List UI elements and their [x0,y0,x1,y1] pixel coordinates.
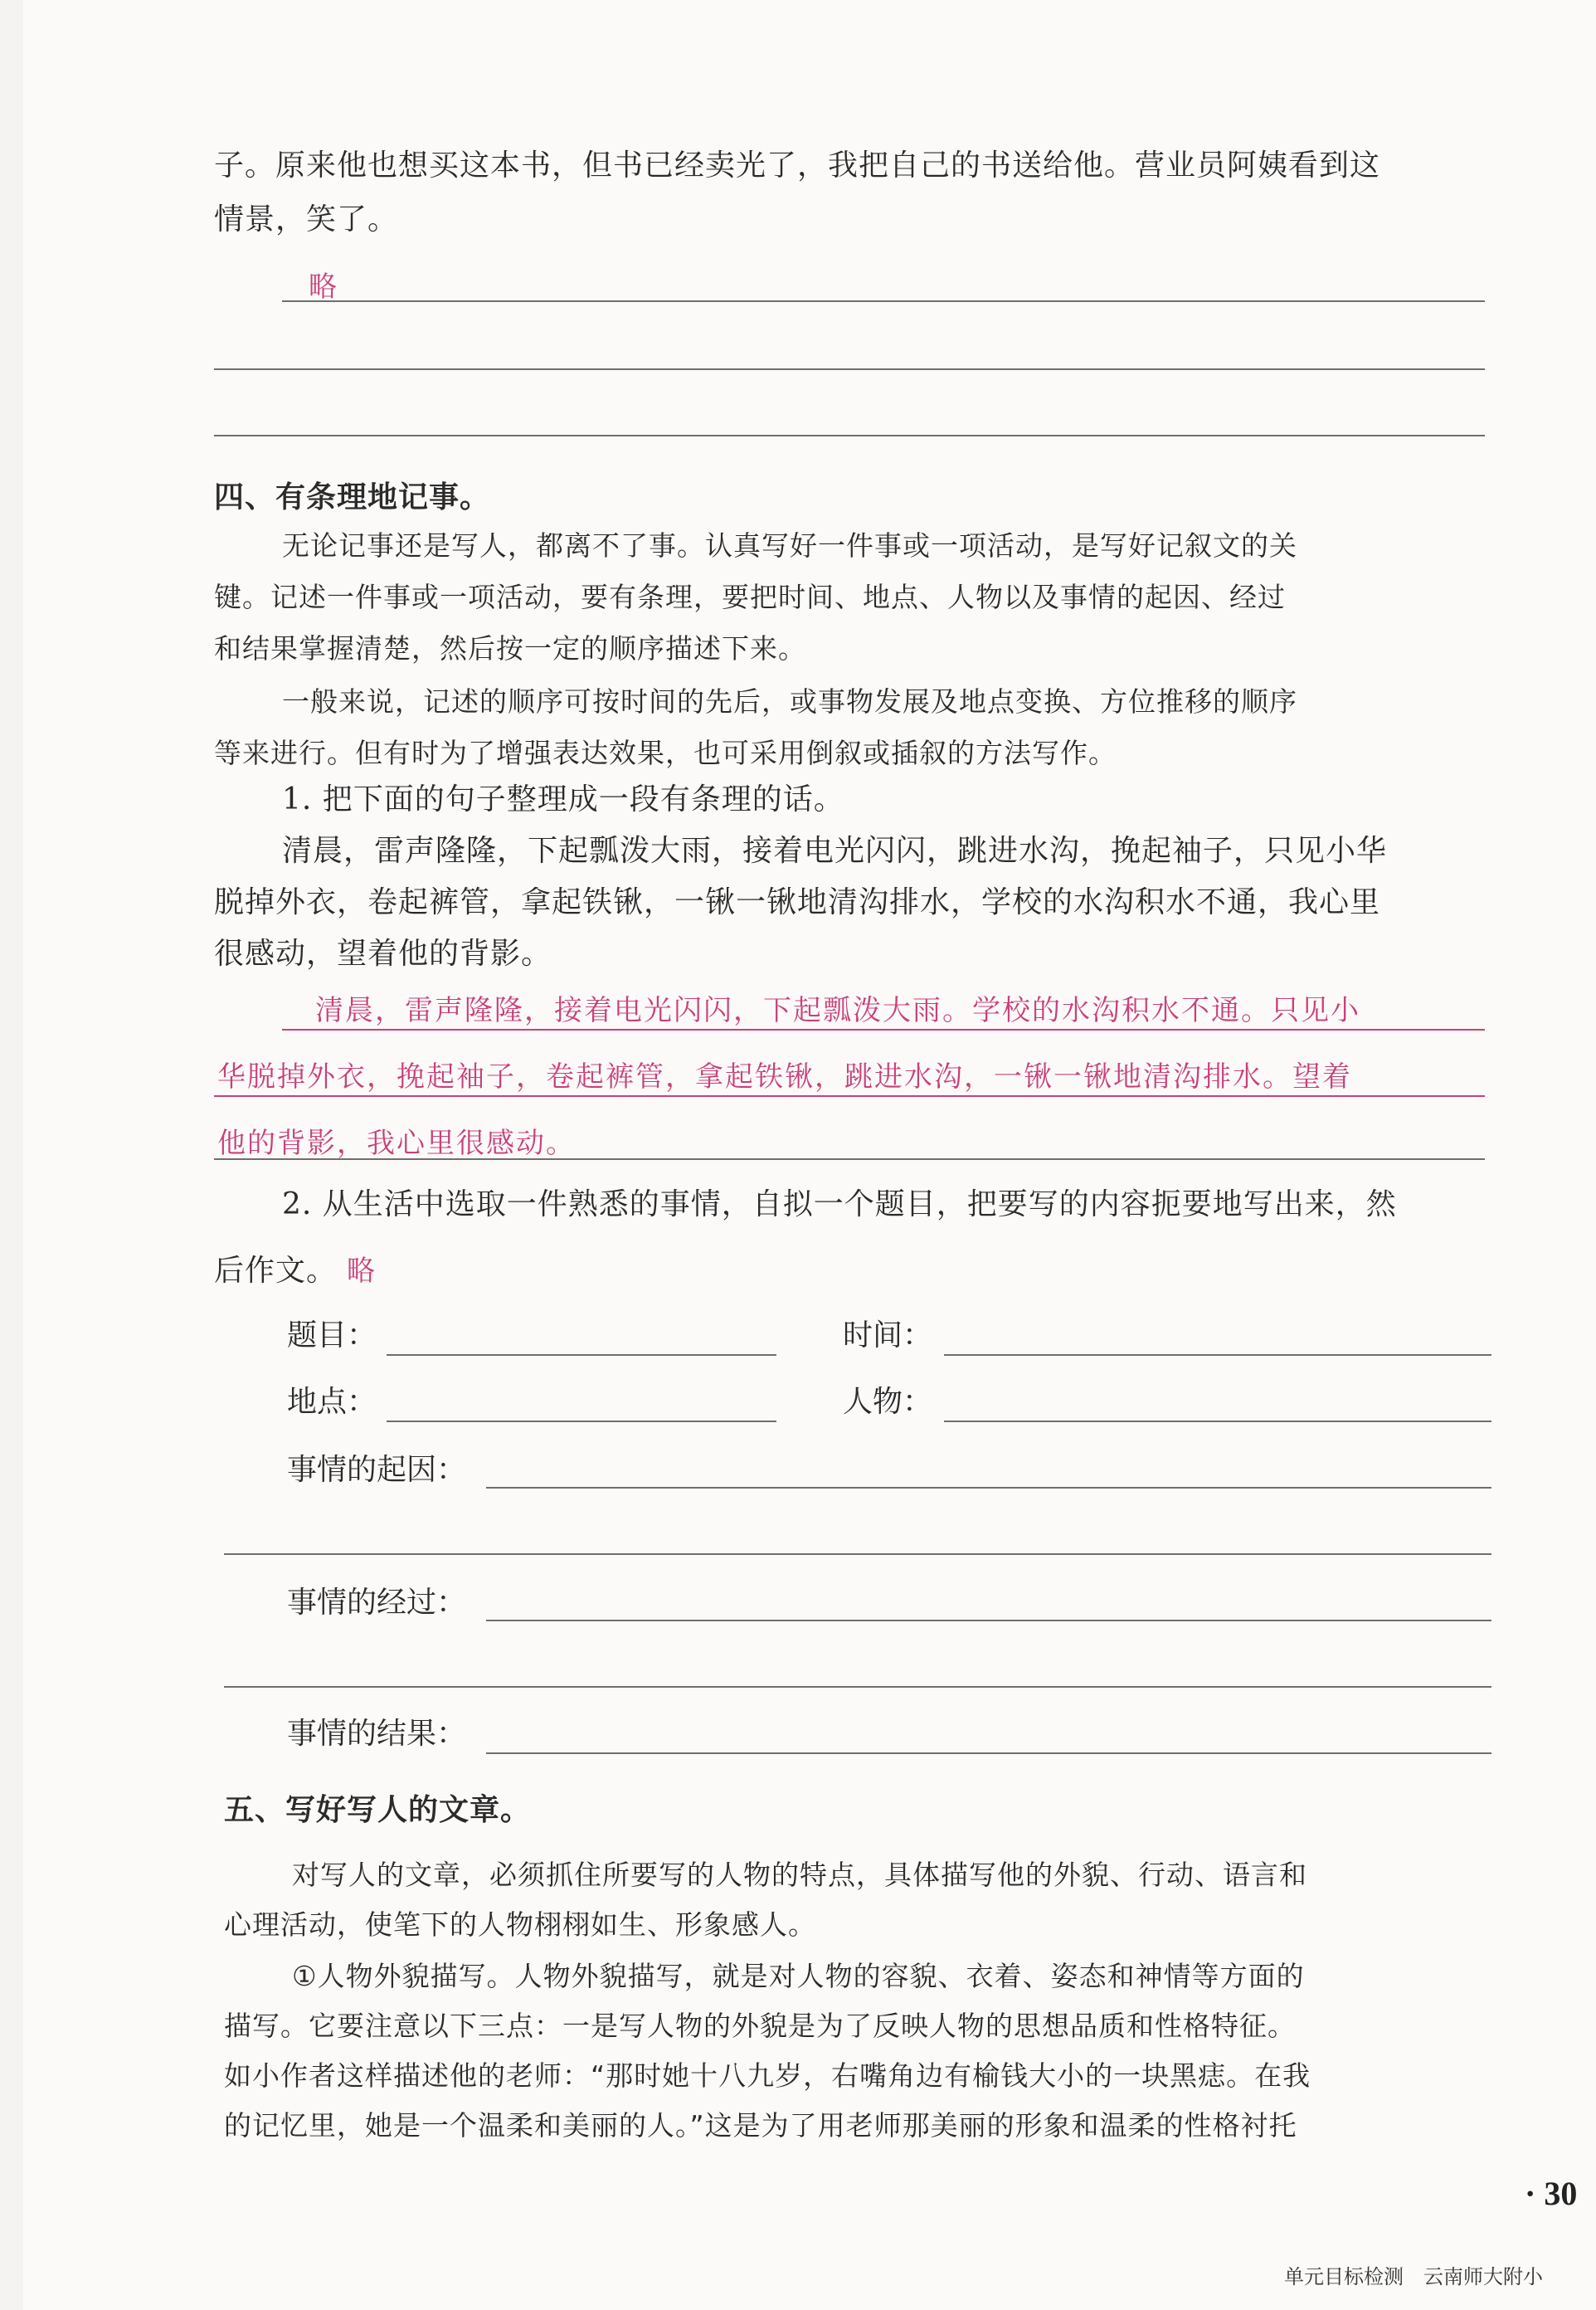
field-cause-input-line-2[interactable] [224,1553,1491,1555]
section-4-paragraph-1-line-3: 和结果掌握清楚，然后按一定的顺序描述下来。 [214,632,806,665]
section-4-paragraph-1-line-1: 无论记事还是写人，都离不了事。认真写好一件事或一项活动，是写好记叙文的关 [282,529,1297,562]
section-5-paragraph-2-line-3: 如小作者这样描述他的老师：“那时她十八九岁，右嘴角边有榆钱大小的一块黑痣。在我 [224,2059,1311,2092]
field-place-label: 地点： [287,1385,377,1419]
field-time-label: 时间： [843,1318,933,1352]
answer-line [282,300,1485,302]
question-1-line-3: 很感动，望着他的背影。 [214,937,552,971]
page-number: · 30 [1525,2175,1578,2212]
footer-text: 单元目标检测 云南师大附小 [1284,2265,1543,2288]
section-5-paragraph-2-line-4: 的记忆里，她是一个温柔和美丽的人。”这是为了用老师那美丽的形象和温柔的性格衬托 [224,2109,1297,2142]
field-place-input-line[interactable] [387,1421,776,1422]
question-2-line-1: 2. 从生活中选取一件熟悉的事情，自拟一个题目，把要写的内容扼要地写出来，然 [282,1187,1397,1221]
field-title-label: 题目： [287,1318,377,1352]
answer-line [214,1095,1485,1097]
question-1-answer-line-2: 华脱掉外衣，挽起袖子，卷起裤管，拿起铁锹，跳进水沟，一锹一锹地清沟排水。望着 [217,1060,1352,1094]
field-result-input-line[interactable] [486,1752,1491,1754]
section-5-paragraph-2-line-2: 描写。它要注意以下三点：一是写人物的外貌是为了反映人物的思想品质和性格特征。 [224,2010,1296,2042]
answer-line [214,435,1485,436]
answer-line [282,1029,1485,1031]
question-1-line-1: 清晨，雷声隆隆，下起瓢泼大雨，接着电光闪闪，跳进水沟，挽起袖子，只见小华 [282,834,1388,868]
section-5-paragraph-2-line-1: ①人物外貌描写。人物外貌描写，就是对人物的容貌、衣着、姿态和神情等方面的 [292,1960,1305,1992]
answer-lue-1: 略 [309,270,338,304]
section-4-paragraph-2-line-1: 一般来说，记述的顺序可按时间的先后，或事物发展及地点变换、方位推移的顺序 [282,685,1297,718]
section-5-paragraph-1-line-2: 心理活动，使笔下的人物栩栩如生、形象感人。 [224,1908,816,1941]
question-1-answer-line-3: 他的背影，我心里很感动。 [217,1127,576,1160]
section-5-paragraph-1-line-1: 对写人的文章，必须抓住所要写的人物的特点，具体描写他的外貌、行动、语言和 [292,1859,1307,1891]
answer-line [214,368,1485,370]
question-1-answer-line-1: 清晨，雷声隆隆，接着电光闪闪，下起瓢泼大雨。学校的水沟积水不通。只见小 [315,994,1360,1027]
top-paragraph-line-2: 情景，笑了。 [214,202,399,236]
field-title-input-line[interactable] [387,1354,776,1356]
answer-line [214,1158,1485,1160]
field-cause-label: 事情的起因： [287,1453,467,1487]
question-2-answer: 略 [347,1255,377,1288]
field-result-label: 事情的结果： [287,1717,467,1751]
question-2-line-2: 后作文。 [214,1254,338,1288]
section-4-heading: 四、有条理地记事。 [214,480,491,514]
field-process-label: 事情的经过： [287,1586,467,1620]
top-paragraph-line-1: 子。原来他也想买这本书，但书已经卖光了，我把自己的书送给他。营业员阿姨看到这 [214,149,1381,183]
section-4-paragraph-1-line-2: 键。记述一件事或一项活动，要有条理，要把时间、地点、人物以及事情的起因、经过 [214,581,1286,613]
field-cause-input-line[interactable] [486,1487,1491,1489]
field-people-input-line[interactable] [944,1421,1491,1422]
field-time-input-line[interactable] [944,1354,1491,1356]
question-1-title: 1. 把下面的句子整理成一段有条理的话。 [282,782,844,816]
question-1-line-2: 脱掉外衣，卷起裤管，拿起铁锹，一锹一锹地清沟排水，学校的水沟积水不通，我心里 [214,885,1381,919]
field-people-label: 人物： [843,1385,933,1419]
section-4-paragraph-2-line-2: 等来进行。但有时为了增强表达效果，也可采用倒叙或插叙的方法写作。 [214,737,1117,769]
field-process-input-line[interactable] [486,1620,1491,1621]
section-5-heading: 五、写好写人的文章。 [224,1793,532,1827]
field-process-input-line-2[interactable] [224,1686,1491,1688]
